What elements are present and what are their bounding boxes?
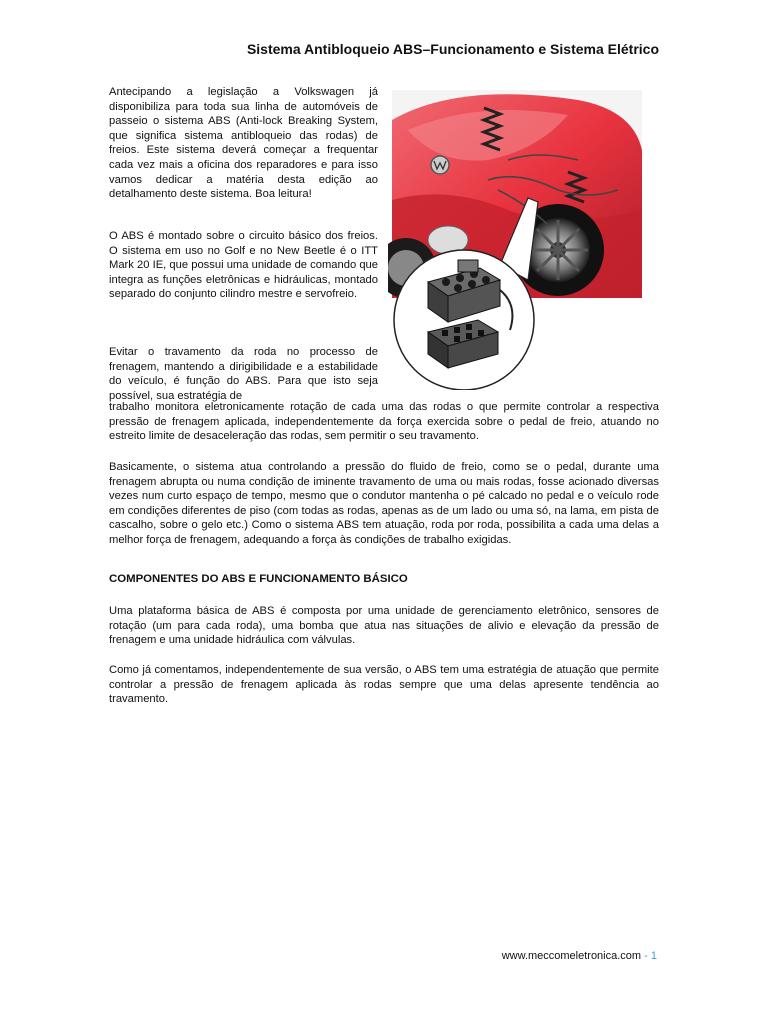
intro-paragraph-3a: Evitar o travamento da roda no processo de frenagem, mantendo a dirigibilidade e a estabilidade do veículo, é função do ABS. Para que isto seja possível, sua estratégia de <box>109 346 378 402</box>
section-heading-components: COMPONENTES DO ABS E FUNCIONAMENTO BÁSICO <box>109 573 408 585</box>
footer <box>502 950 657 962</box>
footer-url-link[interactable]: www.meccomeletronica.com <box>501 950 642 962</box>
components-paragraph-2: Como já comentamos, independentemente de sua versão, o ABS tem uma estratégia de atuação que permite controlar a pressão de frenagem aplicada às rodas sempre que uma delas apresente tendência ao travamento. <box>109 664 659 706</box>
intro-paragraph-3b: trabalho monitora eletronicamente rotação de cada uma das rodas o que permite controlar a respectiva pressão de frenagem aplicada, independentemente da força exercida sobre o pedal de freio, atuando no estreito limite de desaceleração das rodas, sem permitir o seu travamento. <box>109 401 659 443</box>
abs-unit-magnified <box>394 250 534 390</box>
page-number: 1 <box>650 950 657 962</box>
intro-paragraph-4: Basicamente, o sistema atua controlando a pressão do fluido de freio, como se o pedal, durante uma frenagem abrupta ou numa condição de iminente travamento de uma ou mais rodas, fosse acionado diversas vezes num curto espaço de tempo, mesmo que o condutor mantenha o pé calcado no pedal e o veículo rode em condições diferentes de piso (com todas as rodas, apenas as de um lado ou uma só, na lama, em pista de cascalho, sobre o gelo etc.) Como o sistema ABS tem atuação, roda por roda, possibilita a cada uma delas a melhor força de frenagem, adequando a força às condições de trabalho exigidas. <box>109 461 659 546</box>
intro-paragraph-1: Antecipando a legislação a Volkswagen já disponibiliza para toda sua linha de automóveis de passeio o sistema ABS (Anti-lock Breaking System, que significa sistema antibloqueio das rodas) de freios. Este sistema deverá começar a frequentar cada vez mais a oficina dos reparadores e para isso vamos dedicar a matéria desta edição ao detalhamento deste sistema. Boa leitura! <box>109 86 378 201</box>
footer-separator: - <box>644 950 648 962</box>
abs-car-illustration <box>388 90 644 390</box>
components-paragraph-1: Uma plataforma básica de ABS é composta por uma unidade de gerenciamento eletrônico, sensores de rotação (um para cada roda), uma bomba que atua nas situações de alivio e elevação da pressão de frenagem e uma unidade hidráulica com válvulas. <box>109 605 659 647</box>
vw-logo-icon <box>431 156 449 174</box>
intro-paragraph-2: O ABS é montado sobre o circuito básico dos freios. O sistema em uso no Golf e no New Beetle é o ITT Mark 20 IE, que possui uma unidade de comando que integra as funções eletrônicas e hidráulicas, montado separado do conjunto cilindro mestre e servofreio. <box>109 230 378 301</box>
page-title: Sistema Antibloqueio ABS–Funcionamento e Sistema Elétrico <box>246 41 659 57</box>
